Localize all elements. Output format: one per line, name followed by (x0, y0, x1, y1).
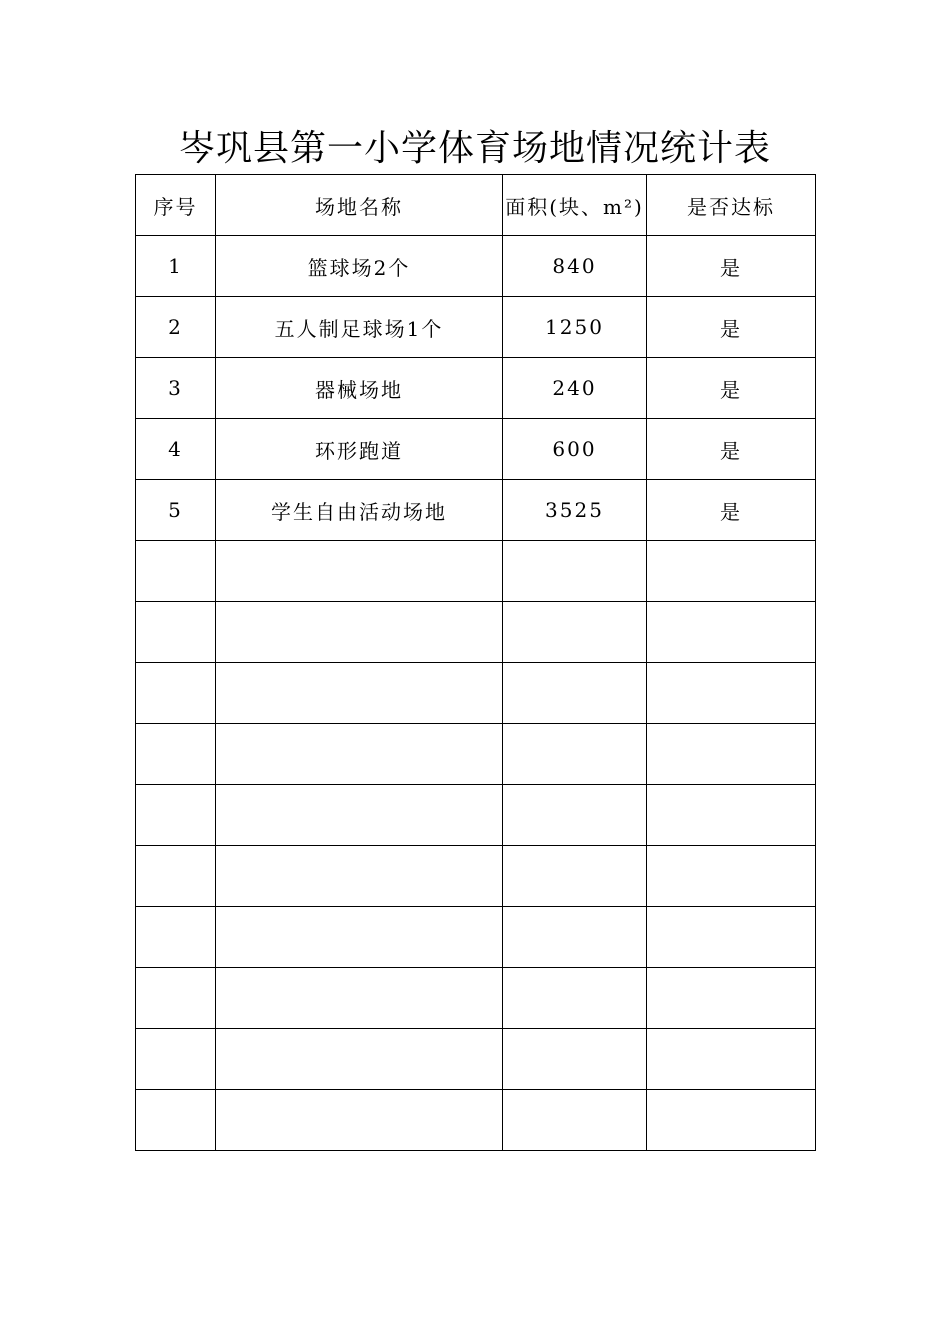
cell-area (503, 907, 647, 968)
cell-meets-standard (647, 846, 816, 907)
cell-meets-standard (647, 541, 816, 602)
cell-meets-standard: 是 (647, 358, 816, 419)
cell-serial-number (136, 663, 216, 724)
cell-venue-name (216, 785, 503, 846)
cell-area (503, 785, 647, 846)
cell-meets-standard (647, 1090, 816, 1151)
cell-venue-name (216, 1090, 503, 1151)
cell-area (503, 846, 647, 907)
empty-table-row (136, 907, 816, 968)
cell-serial-number (136, 968, 216, 1029)
empty-table-row (136, 785, 816, 846)
empty-table-row (136, 663, 816, 724)
cell-venue-name: 学生自由活动场地 (216, 480, 503, 541)
cell-meets-standard (647, 602, 816, 663)
table-row (136, 419, 816, 480)
cell-serial-number: 5 (136, 480, 216, 541)
cell-serial-number: 1 (136, 236, 216, 297)
cell-meets-standard: 是 (647, 480, 816, 541)
cell-meets-standard (647, 785, 816, 846)
header-venue-name: 场地名称 (216, 175, 503, 236)
cell-venue-name (216, 968, 503, 1029)
cell-venue-name (216, 663, 503, 724)
cell-meets-standard: 是 (647, 297, 816, 358)
cell-venue-name (216, 541, 503, 602)
cell-area (503, 724, 647, 785)
cell-serial-number (136, 785, 216, 846)
cell-meets-standard (647, 724, 816, 785)
cell-area (503, 602, 647, 663)
cell-area: 600 (503, 419, 647, 480)
empty-table-row (136, 602, 816, 663)
cell-venue-name (216, 907, 503, 968)
cell-area: 3525 (503, 480, 647, 541)
empty-table-row (136, 1090, 816, 1151)
empty-table-row (136, 846, 816, 907)
cell-area (503, 663, 647, 724)
cell-venue-name: 环形跑道 (216, 419, 503, 480)
table-row (136, 358, 816, 419)
cell-venue-name (216, 1029, 503, 1090)
cell-venue-name (216, 846, 503, 907)
cell-venue-name: 器械场地 (216, 358, 503, 419)
statistics-table (135, 174, 816, 1151)
header-meets-standard: 是否达标 (647, 175, 816, 236)
cell-area: 240 (503, 358, 647, 419)
cell-meets-standard (647, 663, 816, 724)
cell-venue-name (216, 724, 503, 785)
cell-serial-number (136, 907, 216, 968)
cell-area (503, 1090, 647, 1151)
empty-table-row (136, 968, 816, 1029)
cell-meets-standard (647, 907, 816, 968)
cell-serial-number (136, 541, 216, 602)
header-serial-number: 序号 (136, 175, 216, 236)
cell-meets-standard: 是 (647, 419, 816, 480)
cell-serial-number: 3 (136, 358, 216, 419)
table-row (136, 297, 816, 358)
cell-serial-number: 2 (136, 297, 216, 358)
cell-area: 1250 (503, 297, 647, 358)
cell-serial-number: 4 (136, 419, 216, 480)
cell-serial-number (136, 724, 216, 785)
empty-table-row (136, 724, 816, 785)
cell-venue-name: 篮球场2个 (216, 236, 503, 297)
header-area: 面积(块、m²) (503, 175, 647, 236)
cell-area (503, 541, 647, 602)
cell-area (503, 1029, 647, 1090)
cell-serial-number (136, 602, 216, 663)
table-row (136, 480, 816, 541)
table-header-row (136, 175, 816, 236)
empty-table-row (136, 1029, 816, 1090)
empty-table-row (136, 541, 816, 602)
cell-meets-standard (647, 968, 816, 1029)
cell-serial-number (136, 846, 216, 907)
page-title: 岑巩县第一小学体育场地情况统计表 (178, 128, 771, 169)
cell-meets-standard: 是 (647, 236, 816, 297)
cell-area (503, 968, 647, 1029)
cell-meets-standard (647, 1029, 816, 1090)
cell-serial-number (136, 1029, 216, 1090)
cell-area: 840 (503, 236, 647, 297)
cell-venue-name: 五人制足球场1个 (216, 297, 503, 358)
table-row (136, 236, 816, 297)
cell-serial-number (136, 1090, 216, 1151)
cell-venue-name (216, 602, 503, 663)
